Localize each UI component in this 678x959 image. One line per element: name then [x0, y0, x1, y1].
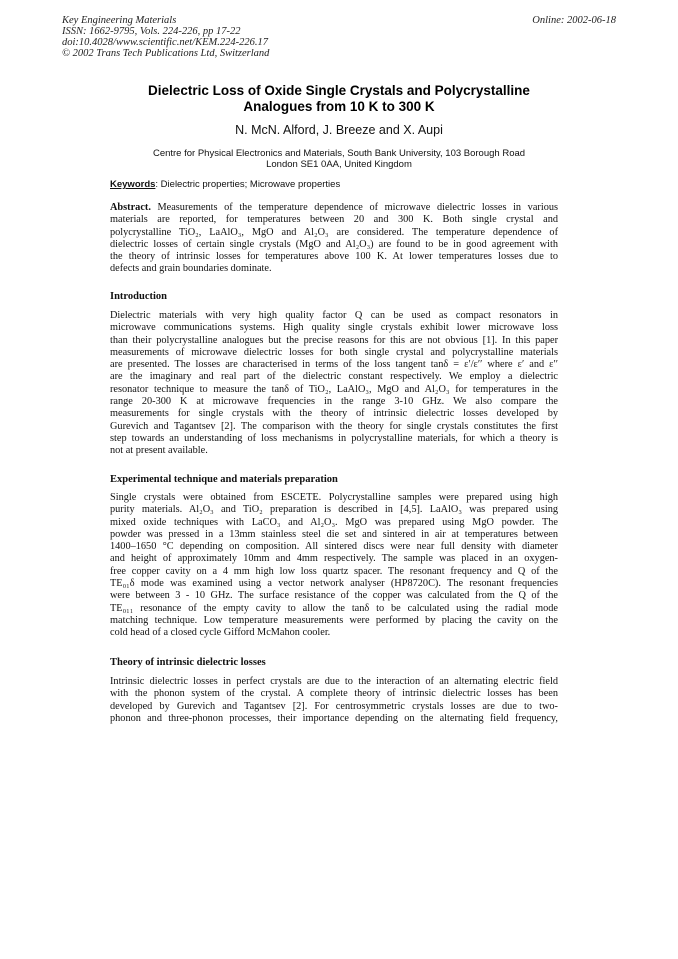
intro-line: resonator technique to measure the tanδ of TiO₂, LaAlO₃, MgO and Al₂O₃ for temperatures in the: [110, 383, 558, 395]
intro-line: microwave communications systems. High quality single crystals exhibit lower microwave loss: [110, 322, 558, 334]
author-list: N. McN. Alford, J. Breeze and X. Aupi: [235, 123, 443, 137]
experimental-line: Single crystals were obtained from ESCETE. Polycrystalline samples were prepared using high: [110, 492, 558, 503]
journal-header: [62, 15, 269, 59]
abstract: [110, 202, 558, 276]
experimental-line: TE₀₁δ mode was examined using a vector network analyser (HP8720C). The resonant frequencies: [110, 578, 558, 590]
abstract-line: defects and grain boundaries dominate.: [110, 263, 272, 275]
experimental-line: purity materials. Al₂O₃ and TiO₂ preparation is described in [4,5]. LaAlO₃ was prepared using: [110, 504, 558, 516]
affiliation: [110, 148, 568, 170]
keywords-label: Keywords: [110, 179, 156, 190]
theory-heading: Theory of intrinsic dielectric losses: [110, 657, 266, 668]
experimental-line: TE₀₁₁ resonance of the empty cavity to allow the tanδ to be calculated using the radial mode: [110, 602, 558, 614]
experimental-line: and height of approximately 10mm and 4mm respectively. The sample was placed in an oxygen-: [110, 553, 558, 565]
theory-line: developed by Gurevich and Tagantsev [2]. For centrosymmetric crystals losses are due to two-: [110, 700, 558, 712]
intro-line: Dielectric materials with very high quality factor Q can be used as compact resonators in: [110, 310, 558, 321]
intro-line: measurements of microwave dielectric losses for both single crystal and polycrystalline materials: [110, 346, 558, 358]
abstract-line: materials are reported, for temperatures between 20 and 300 K. Both single crystal and: [110, 214, 558, 226]
issn-line: ISSN: 1662-9795, Vols. 224-226, pp 17-22: [62, 26, 241, 37]
intro-line: Gurevich and Tagantsev [2]. The comparison with the theory for single crystals constitutes the first: [110, 420, 558, 432]
introduction-heading: Introduction: [110, 291, 167, 302]
paper-title: [100, 83, 578, 115]
introduction-body: [110, 310, 558, 458]
intro-line: measurements for single crystals with the theory of intrinsic dielectric losses developed by: [110, 408, 558, 420]
intro-line: are the imaginary and real part of the dielectric constant respectively. We employ a dielectric: [110, 371, 558, 383]
doi-line: doi:10.4028/www.scientific.net/KEM.224-226.17: [62, 37, 268, 48]
intro-line: range 20-300 K at microwave frequencies in the range 3-10 GHz. We also compare the: [110, 396, 558, 408]
intro-line: are presented. The losses are characterised in terms of the loss tangent tanδ = ε′/ε′′ where ε′ and ε′′: [110, 359, 558, 371]
experimental-body: [110, 492, 558, 640]
affiliation-line-2: London SE1 0AA, United Kingdom: [266, 159, 412, 170]
experimental-line: 1400–1650 °C depending on composition. All sintered discs were near full density with diameter: [110, 541, 558, 553]
affiliation-line-1: Centre for Physical Electronics and Materials, South Bank University, 103 Borough Road: [152, 148, 526, 159]
intro-line: than their polycrystalline analogues but the precise reasons for this are not obvious [1]. In this paper: [110, 334, 558, 346]
experimental-line: free copper cavity on a 4 mm high low loss quartz spacer. The resonant frequency and Q of the: [110, 565, 558, 577]
abstract-line: polycrystalline TiO₂, LaAlO₃, MgO and Al₂O₃ are considered. The temperature dependence of: [110, 226, 558, 238]
theory-line: with the phonon system of the crystal. A complete theory of intrinsic dielectric losses has been: [110, 688, 558, 700]
theory-line: Intrinsic dielectric losses in perfect crystals are due to the interaction of an alternating electric field: [110, 676, 558, 687]
abstract-label: Abstract.: [110, 202, 151, 213]
theory-line: phonon and three-phonon processes, their importance depending on the alternating field frequency,: [110, 712, 558, 724]
keywords: [110, 179, 340, 190]
experimental-line: were between 3 - 10 GHz. The surface resistance of the copper was calculated from the Q of the: [110, 590, 558, 602]
abstract-line: dielectric losses of certain single crystals (MgO and Al₂O₃) are found to be in good agreement with: [110, 238, 558, 250]
keywords-text: : Dielectric properties; Microwave properties: [155, 179, 341, 190]
abstract-line: the theory of intrinsic losses for temperatures above 100 K. At lower temperatures losses due to: [110, 251, 558, 263]
copyright-line: © 2002 Trans Tech Publications Ltd, Switzerland: [62, 48, 270, 59]
journal-name: Key Engineering Materials: [62, 15, 177, 26]
experimental-line: powder was pressed in a 13mm stainless steel die set and sintered in air at temperatures between: [110, 528, 558, 540]
experimental-line: mixed oxide techniques with LaCO₃ and Al₂O₃. MgO was prepared using MgO powder. The: [110, 516, 558, 528]
intro-line: step towards an understanding of loss mechanisms in polycrystalline materials, for which a theory is: [110, 432, 558, 444]
experimental-line: matching technique. Low temperature measurements were performed by placing the cavity on the: [110, 614, 558, 626]
title-line-2: Analogues from 10 K to 300 K: [243, 99, 435, 114]
intro-line: not at present available.: [110, 445, 208, 457]
experimental-line: cold head of a closed cycle Gifford McMahon cooler.: [110, 627, 331, 639]
abstract-line-text: Measurements of the temperature dependence of microwave dielectric losses in various: [150, 202, 558, 213]
title-line-1: Dielectric Loss of Oxide Single Crystals and Polycrystalline: [148, 83, 530, 98]
online-date: Online: 2002-06-18: [532, 15, 616, 26]
abstract-line: [110, 202, 558, 214]
experimental-heading: Experimental technique and materials preparation: [110, 474, 338, 485]
theory-body: [110, 676, 558, 725]
